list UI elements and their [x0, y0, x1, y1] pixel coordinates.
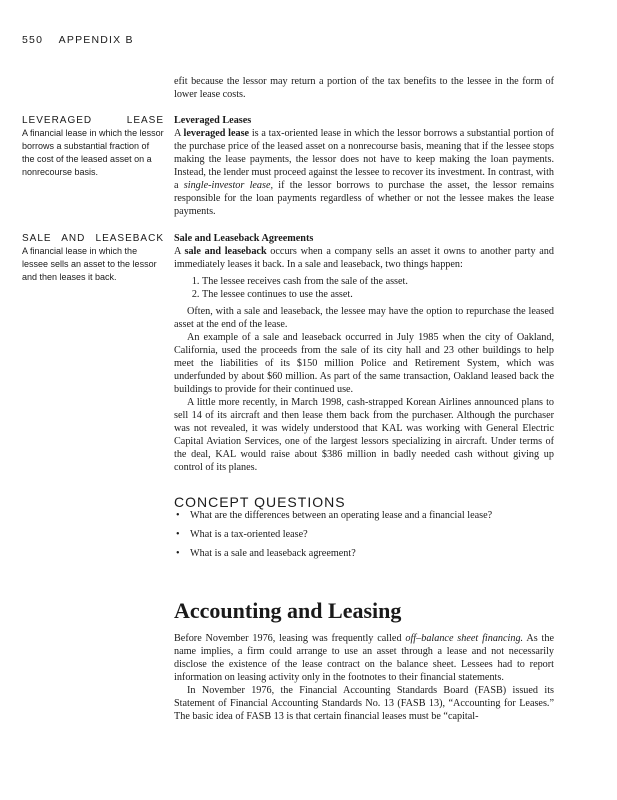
running-header — [22, 34, 134, 46]
paragraph: Before November 1976, leasing was frequently called off–balance sheet financing. As the name implies, a firm could arrange to use an asset through a lease and not necessarily disclose the existence of the lease contract on the balance sheet. Lessees had to report information on leasing activity only in the footnotes to their financial statements. — [174, 633, 554, 683]
paragraph: A little more recently, in March 1998, cash-strapped Korean Airlines announced plans to sell 14 of its aircraft and then lease them back from the purchaser. Although the purchaser was not revealed, it was widely understood that KAL was working with General Electric Capital Aviation Services, one of the largest lessors specializing in aircraft. Under terms of the deal, KAL would raise about $386 million in badly needed cash without giving up control of its planes. — [174, 397, 554, 473]
concept-questions-list — [174, 509, 554, 560]
accounting-leasing-section — [174, 598, 554, 723]
margin-term-title: LEVERAGED LEASE — [22, 115, 164, 126]
margin-term-definition: A financial lease in which the lessor borrows a substantial fraction of the cost of the leased asset on a nonrecourse basis. — [22, 128, 164, 177]
concept-questions-title: CONCEPT QUESTIONS — [174, 494, 346, 510]
sale-leaseback-paragraph: A sale and leaseback occurs when a company sells an asset it owns to another party and immediately leases it back. In a sale and leaseback, two things happen: — [174, 246, 554, 270]
sale-leaseback-section — [174, 232, 554, 474]
numbered-list — [174, 275, 554, 301]
list-item: 2. The lessee continues to use the asset. — [202, 288, 554, 301]
margin-definition-leveraged-lease — [22, 114, 164, 179]
paragraph: Often, with a sale and leaseback, the lessee may have the option to repurchase the leased asset at the end of the lease. — [174, 306, 554, 330]
margin-term-title: SALE AND LEASEBACK — [22, 233, 164, 244]
leveraged-paragraph: A leveraged lease is a tax-oriented lease in which the lessor borrows a substantial portion of the purchase price of the leased asset on a nonrecourse basis, meaning that if the lessee stops making the lease payments, the lessor does not have to keep making the loan payments. Instead, the lender must proceed against the lessee to recover its investment. In contrast, with a single-investor lease, if the lessor borrows to purchase the asset, the lessor remains responsible for the loan payments regardless of whether or not the lessee makes the lease payments. — [174, 128, 555, 217]
section-heading: Sale and Leaseback Agreements — [174, 233, 314, 244]
page-number: 550 — [22, 34, 44, 46]
section-heading: Leveraged Leases — [174, 115, 252, 126]
key-term: leveraged lease — [183, 128, 250, 139]
margin-term-definition: A financial lease in which the lessee sells an asset to the lessor and then leases it back. — [22, 246, 157, 282]
key-term: sale and leaseback — [184, 246, 267, 257]
margin-definition-sale-leaseback — [22, 232, 164, 284]
paragraph: In November 1976, the Financial Accounting Standards Board (FASB) issued its Statement of Financial Accounting Standards No. 13 (FASB 13), “Accounting for Leases.” The basic idea of FASB 13 is that certain financial leases must be “capital- — [174, 685, 554, 722]
leveraged-leases-section — [174, 114, 554, 218]
concept-questions-box — [174, 496, 554, 566]
list-item: • What are the differences between an operating lease and a financial lease? — [174, 509, 554, 522]
paragraph: An example of a sale and leaseback occurred in July 1985 when the city of Oakland, California, used the proceeds from the sale of its city hall and 23 other buildings to help meet the liabilities of its $150 million Police and Retirement System, which was underfunded by about $60 million. As part of the same transaction, Oakland leased back the buildings to provide for their continued use. — [174, 332, 554, 395]
section-title: Accounting and Leasing — [174, 598, 402, 623]
list-item: 1. The lessee receives cash from the sale of the asset. — [202, 275, 554, 288]
list-item: • What is a sale and leaseback agreement? — [174, 547, 554, 560]
carryover-paragraph: efit because the lessor may return a portion of the tax benefits to the lessee in the form of lower lease costs. — [174, 76, 554, 100]
list-item: • What is a tax-oriented lease? — [174, 528, 554, 541]
section-label: APPENDIX B — [58, 34, 134, 46]
